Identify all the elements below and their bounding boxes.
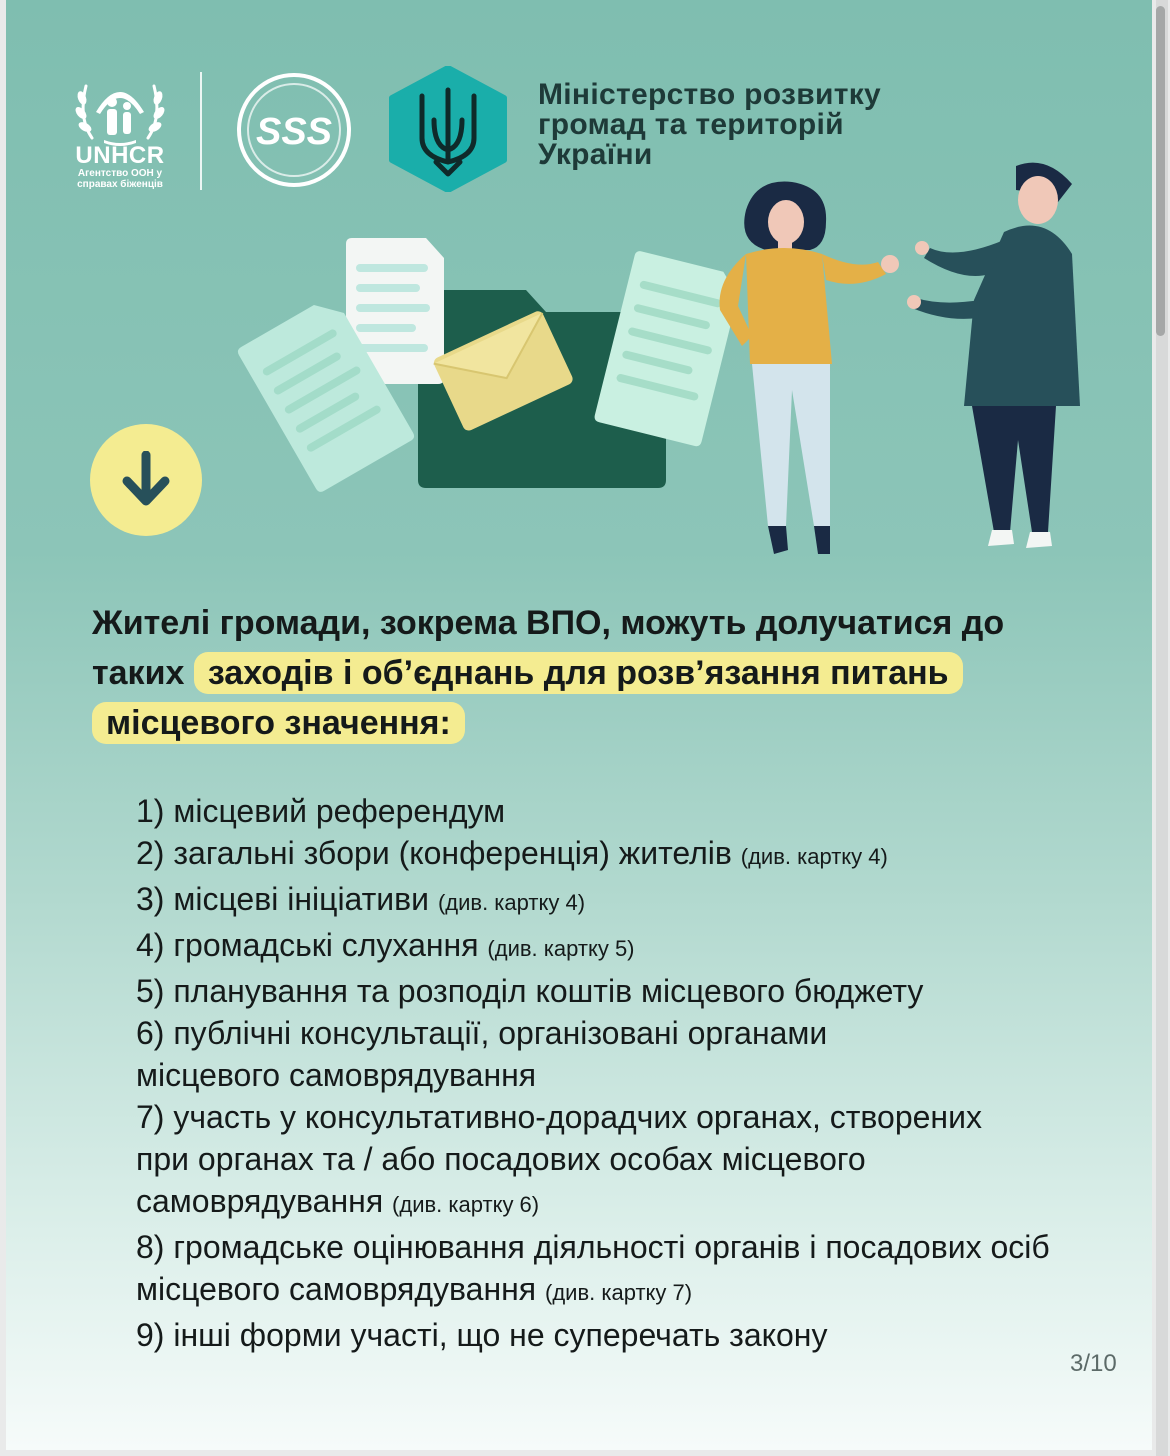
- list-item-text: 4) громадські слухання: [136, 927, 479, 963]
- list-item: [136, 1226, 1096, 1314]
- list-item: [136, 1012, 966, 1096]
- list-item: [136, 790, 1126, 832]
- headline-text: Жителі громади, зокрема ВПО, можуть долучатися до таких: [92, 604, 1005, 692]
- list-item: [136, 1314, 1126, 1356]
- woman-figure: [720, 182, 899, 554]
- card-reference: (див. картку 4): [740, 844, 888, 869]
- scrollbar-thumb[interactable]: [1156, 6, 1165, 336]
- ministry-line-1: Міністерство розвитку: [538, 78, 881, 111]
- list-item-text: 3) місцеві ініціативи: [136, 881, 430, 917]
- card-reference: (див. картку 7): [545, 1280, 693, 1305]
- card-reference: (див. картку 4): [437, 890, 586, 915]
- sss-logo-text: SSS: [255, 111, 333, 153]
- list-item-text: 2) загальні збори (конференція) жителів: [136, 835, 732, 871]
- scrollbar[interactable]: [1156, 0, 1168, 1456]
- list-item: [136, 878, 1126, 924]
- document-icon: [593, 250, 742, 447]
- list-item-text: 6) публічні консультації, організовані органами місцевого самоврядування: [136, 1015, 828, 1093]
- list-item-text: 9) інші форми участі, що не суперечать закону: [136, 1317, 828, 1353]
- list-item-text: 5) планування та розподіл коштів місцевого бюджету: [136, 973, 924, 1009]
- card-reference: (див. картку 5): [487, 936, 635, 961]
- list-item: [136, 924, 1126, 970]
- unhcr-name: UNHCR: [75, 142, 165, 169]
- list-item: [136, 1096, 1016, 1226]
- headline: [92, 598, 1102, 748]
- documents-illustration: [226, 150, 1126, 570]
- ministry-line-2: громад та територій: [538, 108, 844, 141]
- ministry-line-3: України: [538, 138, 653, 171]
- scroll-down-button[interactable]: [90, 424, 202, 536]
- arrow-down-icon: [119, 451, 173, 509]
- list-item: [136, 970, 1126, 1012]
- participation-forms-list: [136, 790, 1126, 1356]
- headline-highlight: заходів і об’єднань для розв’язання питань місцевого значення:: [92, 652, 963, 744]
- list-item-text: 1) місцевий референдум: [136, 793, 506, 829]
- unhcr-logo: [62, 68, 178, 198]
- unhcr-wreath-icon: [70, 68, 170, 148]
- page-indicator: 3/10: [1070, 1350, 1117, 1377]
- unhcr-subtitle-2: справах біженців: [77, 179, 163, 190]
- man-figure: [907, 163, 1080, 548]
- unhcr-subtitle-1: Агентство ООН у: [77, 168, 163, 179]
- list-item-text: 8) громадське оцінювання діяльності органів і посадових осіб місцевого самоврядування: [136, 1229, 1050, 1307]
- list-item: [136, 832, 1126, 878]
- logo-divider: [200, 72, 202, 190]
- card-reference: (див. картку 6): [392, 1192, 540, 1217]
- info-card: [6, 0, 1152, 1450]
- list-item-text: 7) участь у консультативно-дорадчих органах, створених при органах та / або посадових особах місцевого самоврядування: [136, 1099, 982, 1219]
